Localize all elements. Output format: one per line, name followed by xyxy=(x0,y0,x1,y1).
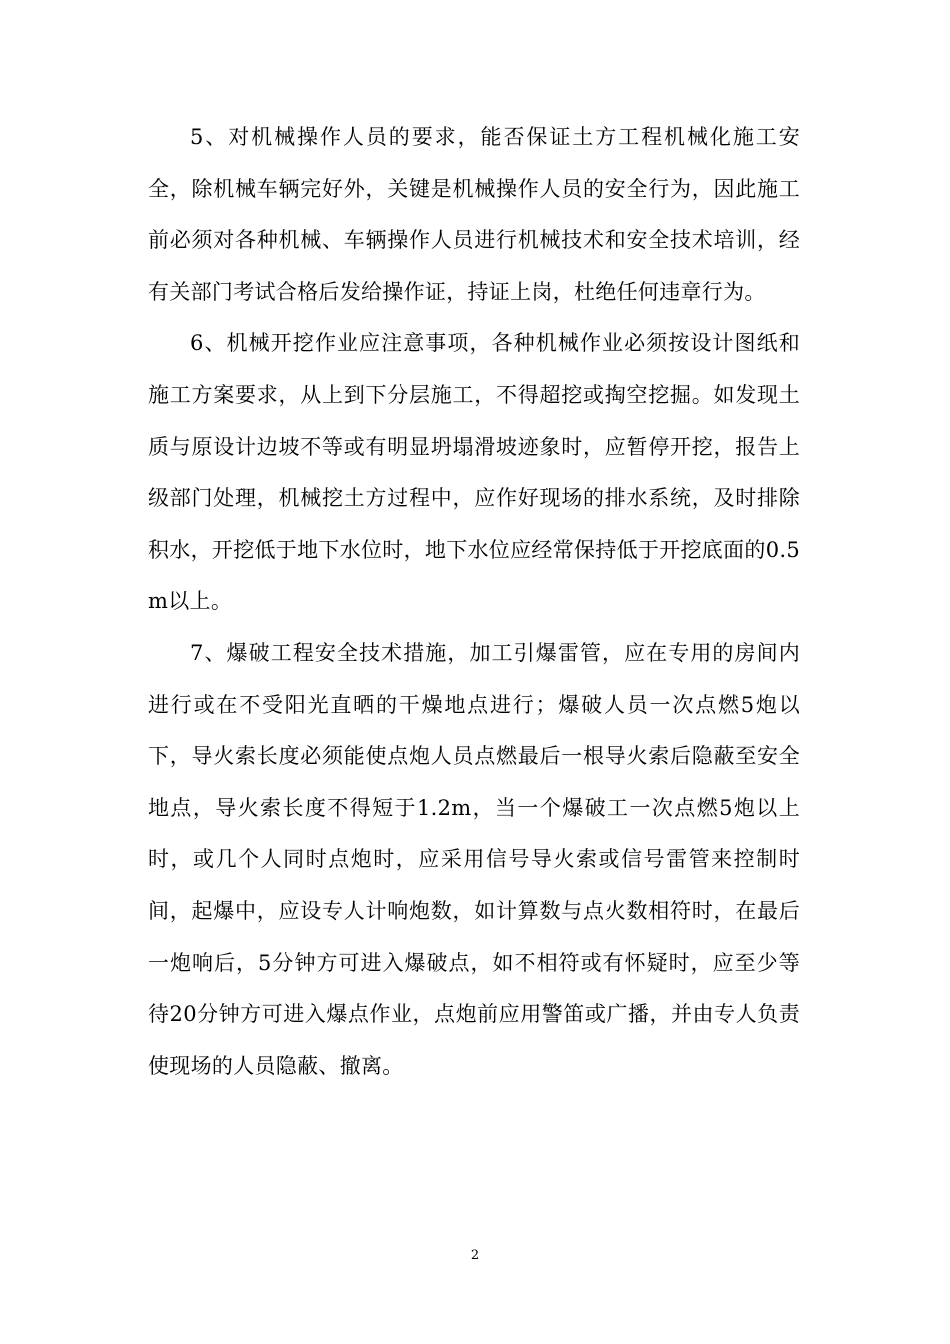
document-body xyxy=(148,112,800,1092)
paragraph-item-7: 7、爆破工程安全技术措施，加工引爆雷管，应在专用的房间内进行或在不受阳光直晒的干燥地点进行；爆破人员一次点燃5炮以下，导火索长度必须能使点炮人员点燃最后一根导火索后隐蔽至安全地点，导火索长度不得短于1.2m，当一个爆破工一次点燃5炮以上时，或几个人同时点炮时，应采用信号导火索或信号雷管来控制时间，起爆中，应设专人计响炮数，如计算数与点火数相符时，在最后一炮响后，5分钟方可进入爆破点，如不相符或有怀疑时，应至少等待20分钟方可进入爆点作业，点炮前应用警笛或广播，并由专人负责使现场的人员隐蔽、撤离。 xyxy=(148,640,800,1078)
paragraph-item-6: 6、机械开挖作业应注意事项，各种机械作业必须按设计图纸和施工方案要求，从上到下分层施工，不得超挖或掏空挖掘。如发现土质与原设计边坡不等或有明显坍塌滑坡迹象时，应暂停开挖，报告上级部门处理，机械挖土方过程中，应作好现场的排水系统，及时排除积水，开挖低于地下水位时，地下水位应经常保持低于开挖底面的0.5m以上。 xyxy=(148,331,800,614)
paragraph-item-5: 5、对机械操作人员的要求，能否保证土方工程机械化施工安全，除机械车辆完好外，关键是机械操作人员的安全行为，因此施工前必须对各种机械、车辆操作人员进行机械技术和安全技术培训，经有关部门考试合格后发给操作证，持证上岗，杜绝任何违章行为。 xyxy=(148,125,800,304)
page-number: 2 xyxy=(470,1248,480,1263)
